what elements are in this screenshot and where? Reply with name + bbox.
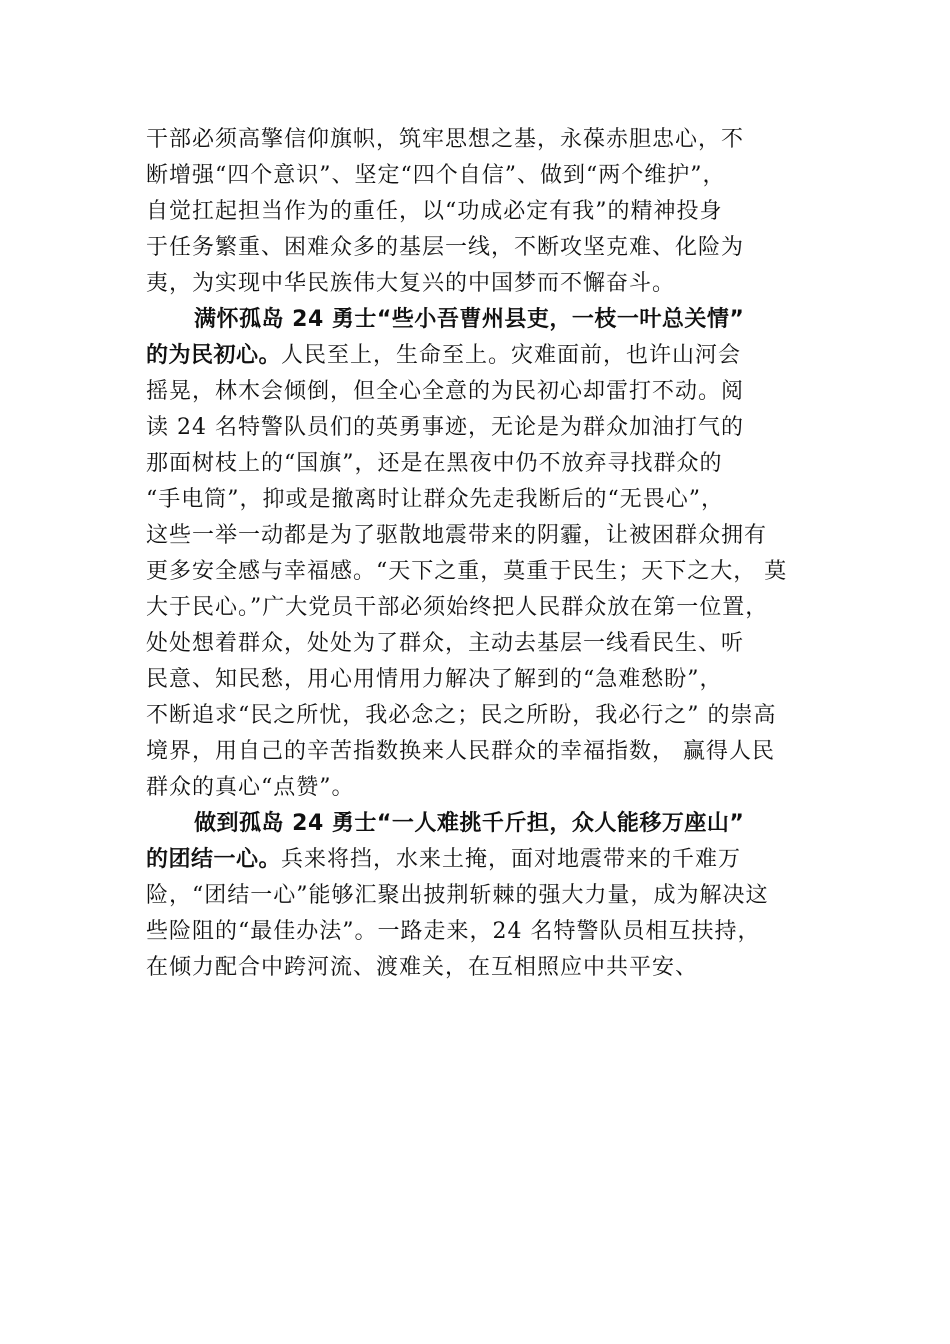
text-line: 在倾力配合中跨河流、渡难关，在互相照应中共平安、 [146,955,699,980]
text-run: 人民至上，生命至上。灾难面前，也许山河会 [281,343,742,368]
text-line: 这些一举一动都是为了驱散地震带来的阴霾，让被困群众拥有 [146,523,768,548]
text-line [146,338,836,374]
section-heading: 满怀孤岛 24 勇士“些小吾曹州县吏，一枝一叶总关情” [194,307,745,332]
section-heading-end: 的团结一心。 [146,847,282,872]
text-line: 不断追求“民之所忧，我必念之；民之所盼，我必行之” 的崇高 [146,703,777,728]
text-line: 群众的真心“点赞”。 [146,775,355,800]
text-line: 自觉扛起担当作为的重任，以“功成必定有我”的精神投身 [146,199,723,224]
section-heading: 做到孤岛 24 勇士“一人难挑千斤担，众人能移万座山” [194,811,745,836]
text-line: 些险阻的“最佳办法”。一路走来，24 名特警队员相互扶持， [146,919,761,944]
section-heading-end: 的为民初心。 [146,343,282,368]
paragraph-1 [146,122,836,302]
text-run: 兵来将挡，水来土掩，面对地震带来的千难万 [281,847,742,872]
text-line [146,842,836,878]
text-line: 断增强“四个意识”、坚定“四个自信”、做到“两个维护”， [146,163,726,188]
text-line: 夷，为实现中华民族伟大复兴的中国梦而不懈奋斗。 [146,271,676,296]
text-line: 更多安全感与幸福感。“天下之重，莫重于民生；天下之大， 莫 [146,559,788,584]
text-line: 摇晃，林木会倾倒，但全心全意的为民初心却雷打不动。阅 [146,379,745,404]
text-line: 民意、知民愁，用心用情用力解决了解到的“急难愁盼”， [146,667,723,692]
text-line: 于任务繁重、困难众多的基层一线，不断攻坚克难、化险为 [146,235,745,260]
text-line: 处处想着群众，处处为了群众，主动去基层一线看民生、听 [146,631,745,656]
paragraph-2 [146,302,836,806]
text-line: 读 24 名特警队员们的英勇事迹，无论是为群众加油打气的 [146,415,744,440]
paragraph-3 [146,806,836,986]
document-body [146,122,836,986]
text-line: 那面树枝上的“国旗”，还是在黑夜中仍不放弃寻找群众的 [146,451,723,476]
text-line: 境界，用自己的辛苦指数换来人民群众的幸福指数， 赢得人民 [146,739,775,764]
text-line: 大于民心。”广大党员干部必须始终把人民群众放在第一位置， [146,595,769,620]
text-line: “手电筒”，抑或是撤离时让群众先走我断后的“无畏心”， [146,487,724,512]
text-line: 干部必须高擎信仰旗帜，筑牢思想之基，永葆赤胆忠心，不 [146,127,745,152]
text-line: 险，“团结一心”能够汇聚出披荆斩棘的强大力量，成为解决这 [146,883,769,908]
